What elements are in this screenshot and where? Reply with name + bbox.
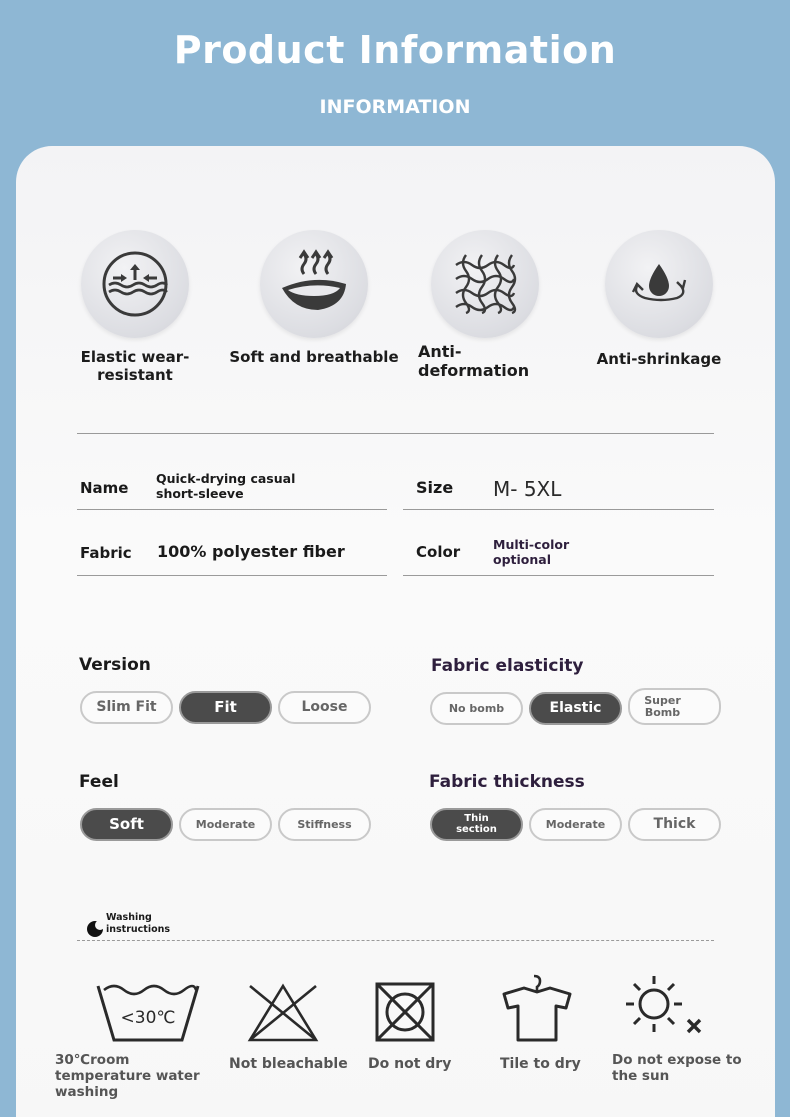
wash-temp-label: <30℃ bbox=[120, 1008, 176, 1028]
spec-size-key: Size bbox=[416, 478, 454, 497]
elasticity-title: Fabric elasticity bbox=[431, 656, 584, 676]
version-option-fit[interactable]: Fit bbox=[179, 691, 272, 724]
feel-title: Feel bbox=[79, 772, 119, 792]
version-option-loose[interactable]: Loose bbox=[278, 691, 371, 724]
spec-name-value: Quick-drying casual short-sleeve bbox=[156, 471, 296, 501]
feel-option-stiffness[interactable]: Stiffness bbox=[278, 808, 371, 841]
droplet-rotate-icon bbox=[605, 230, 713, 338]
no-sun-icon bbox=[620, 974, 720, 1044]
hang-dry-icon bbox=[500, 972, 574, 1048]
elasticity-option-no-bomb[interactable]: No bomb bbox=[430, 692, 523, 725]
page-title: Product Information bbox=[173, 28, 617, 72]
dashed-divider bbox=[77, 940, 714, 941]
feature-elastic bbox=[45, 230, 225, 384]
feature-anti-shrinkage bbox=[569, 230, 749, 368]
feature-label: Anti-deformation bbox=[418, 342, 530, 381]
feature-breathable bbox=[224, 230, 404, 366]
wash-label: Do not dry bbox=[368, 1056, 452, 1072]
version-title: Version bbox=[79, 655, 151, 675]
thickness-option-moderate[interactable]: Moderate bbox=[529, 808, 622, 841]
feature-label: Soft and breathable bbox=[229, 348, 399, 366]
wash-label: Do not expose to the sun bbox=[612, 1052, 742, 1085]
feel-option-moderate[interactable]: Moderate bbox=[179, 808, 272, 841]
breathable-icon bbox=[260, 230, 368, 338]
version-option-slim-fit[interactable]: Slim Fit bbox=[80, 691, 173, 724]
divider bbox=[403, 509, 714, 510]
thickness-option-thin[interactable]: Thin section bbox=[430, 808, 523, 841]
spec-color-value: Multi-color optional bbox=[493, 537, 570, 567]
elasticity-option-elastic[interactable]: Elastic bbox=[529, 692, 622, 725]
elastic-icon bbox=[81, 230, 189, 338]
feature-anti-deformation bbox=[395, 230, 575, 338]
divider bbox=[77, 509, 387, 510]
divider bbox=[77, 575, 387, 576]
page-subtitle: INFORMATION bbox=[319, 96, 471, 118]
divider bbox=[77, 433, 714, 434]
wash-label: Tile to dry bbox=[500, 1056, 581, 1072]
mesh-icon bbox=[431, 230, 539, 338]
washing-heading: Washing instructions bbox=[106, 912, 171, 935]
wash-label: Not bleachable bbox=[229, 1056, 348, 1072]
divider bbox=[403, 575, 714, 576]
feature-label: Elastic wear-resistant bbox=[80, 348, 190, 384]
no-bleach-icon bbox=[246, 982, 320, 1048]
thickness-title: Fabric thickness bbox=[429, 772, 585, 792]
info-card bbox=[16, 146, 775, 1117]
thickness-option-thick[interactable]: Thick bbox=[628, 808, 721, 841]
wash-tub-icon bbox=[94, 980, 202, 1048]
no-tumble-dry-icon bbox=[374, 981, 436, 1047]
spec-fabric-value: 100% polyester fiber bbox=[157, 542, 345, 561]
wash-label: 30℃room temperature water washing bbox=[55, 1052, 200, 1101]
feature-label: Anti-shrinkage bbox=[596, 350, 722, 368]
elasticity-option-super-bomb[interactable]: Super Bomb bbox=[628, 688, 721, 725]
spec-fabric-key: Fabric bbox=[80, 544, 132, 562]
washing-heading-icon bbox=[86, 920, 104, 942]
feel-option-soft[interactable]: Soft bbox=[80, 808, 173, 841]
spec-size-value: M- 5XL bbox=[493, 477, 562, 501]
spec-color-key: Color bbox=[416, 543, 461, 561]
spec-name-key: Name bbox=[80, 479, 129, 497]
